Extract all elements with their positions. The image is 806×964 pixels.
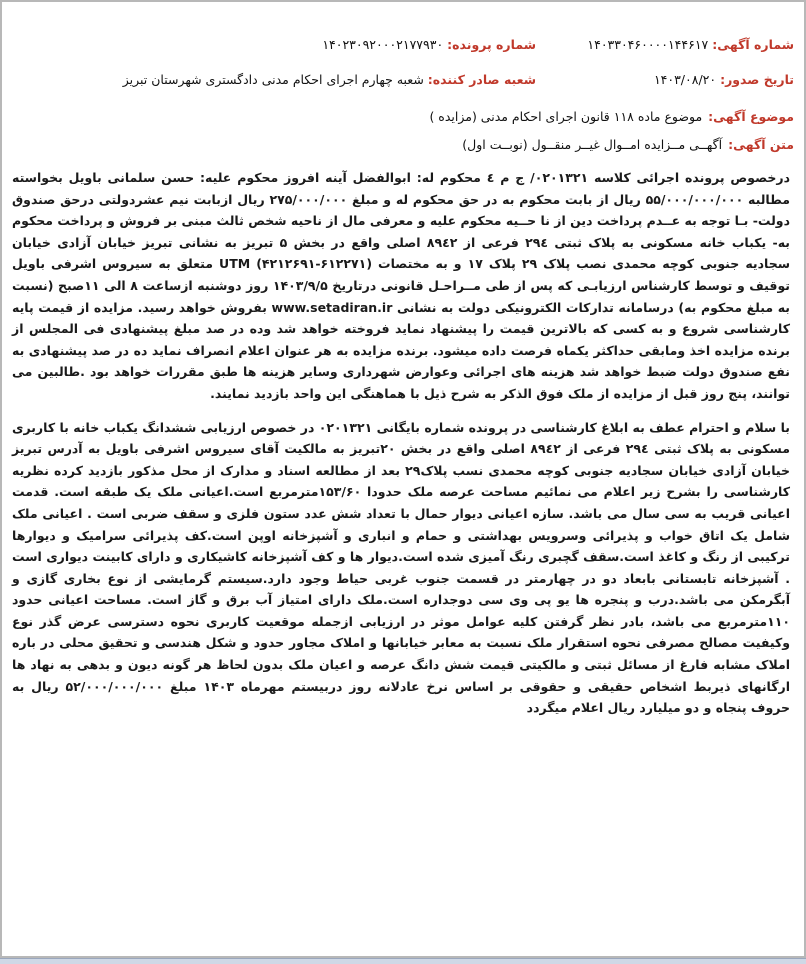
notice-number-field — [556, 37, 794, 52]
notice-number-value: ۱۴۰۳۳۰۴۶۰۰۰۰۱۴۴۶۱۷ — [587, 36, 709, 52]
issue-date-label: تاریخ صدور: — [720, 71, 794, 87]
issuer-value: شعبه چهارم اجرای احکام مدنی دادگستری شهرستان تبریز — [122, 71, 424, 87]
header-row-1 — [8, 32, 794, 56]
subject-row — [8, 105, 794, 127]
issue-date-field — [556, 72, 794, 87]
appraisal-paragraph: با سلام و احترام عطف به ابلاغ کارشناسی در پرونده شماره بایگانی ۰۲۰۱۳۲۱ در خصوص ارزیابی ششدانگ یکباب خانه با کاربری مسکونی به پلاک ثبتی ۲۹٤ فرعی از ۸۹٤۲ اصلی واقع در بخش ۲۰تبریز به مالکیت آقای سیروس اشرفی باویل به آدرس تبریز خیابان آزادی خیابان سجادیه جنوبی کوچه محمدی نسب پلاک۲۹ بعد از مطالعه اسناد و مدارک از محل مذکور بازدید کرده نظریه کارشناسی را بشرح زیر اعلام می نمائیم مساحت عرصه ملک حدودا ۱۵۳/۶۰مترمربع است.اعیانی ملک یک طبقه است. قدمت اعیانی قریب به سی سال می باشد. سازه اعیانی دیوار حمال با تعداد شش عدد ستون فلزی و سقف ضربی است . اعیانی ملک شامل یک اتاق خواب و پذیرائی وسرویس بهداشتی و حمام و انباری و آشپزخانه اوپن است.کف پذیرائی سرامیک و دیوارها ترکیبی از رنگ و کاغذ است.سقف گچبری رنگ آمیزی شده است.دیوار ها و کف آشپزخانه کاشیکاری و دارای کابینت دیواری است . آشپزخانه تابستانی بابعاد دو در چهارمتر در قسمت جنوب غربی حیاط وجود دارد.سیستم گرمایشی از نوع بخاری گازی و آبگرمکن می باشد.درب و پنجره ها یو پی وی سی دوجداره است.ملک دارای امتیاز آب برق و گاز است. مساحت اعیانی حدود ۱۱۰مترمربع می باشد، بادر نظر گرفتن کلیه عوامل موثر در ارزیابی ازجمله موقعیت کاربری نحوه دسترسی عرض گذر نوع وکیفیت مصالح مصرفی نحوه استقرار ملک نسبت به معابر خیابانها و املاک مجاور حدود و شکل هندسی و تحقیق محلی در باره املاک مشابه فارغ از مسائل ثبتی و مالکیتی قیمت شش دانگ عرصه و اعیان ملک بدون لحاظ هر گونه دیون و بدهی به نهاد ها ارگانهای ذیربط اشخاص حقیقی و حقوقی بر اساس نرخ عادلانه روز دربیستم مهرماه ۱۴۰۳ مبلغ ۵۲/۰۰۰/۰۰۰/۰۰۰ ریال به حروف پنجاه و دو میلیارد ریال اعلام میگردد — [12, 419, 791, 716]
notice-title-value: آگهــی مــزایده امــوال غیــر منقــول (نوبــت اول) — [462, 136, 723, 152]
header-row-2 — [8, 67, 794, 91]
issuer-field — [8, 72, 556, 87]
notice-number-label: شماره آگهی: — [712, 36, 794, 52]
issue-date-value: ۱۴۰۳/۰۸/۲۰ — [653, 71, 717, 87]
issuer-label: شعبه صادر کننده: — [427, 71, 536, 87]
case-number-value: ۱۴۰۲۳۰۹۲۰۰۰۲۱۷۷۹۳۰ — [322, 36, 444, 52]
auction-paragraph: درخصوص پرونده اجرائی کلاسه ۰۲۰۱۳۲۱/ ج م ٤ محکوم له: ابوالفضل آینه افروز محکوم علیه: حسن سلمانی باویل بخواسته مطالبه ۵۵/۰۰۰/۰۰۰/۰۰۰ ریال از بابت محکوم به در حق محکوم له و مبلغ ۲۷۵/۰۰۰/۰۰۰ ریال ازبابت نیم عشردولتی درحق صندوق دولت- بـا توجه به عــدم پرداخت دین از نا حــیه محکوم علیه و معرفی مال از ناحیه شخص ثالث مبنی بر فروش و پرداخت محکوم به- یکباب خانه مسکونی به پلاک ثبتی ۲۹٤ فرعی از ۸۹٤۲ اصلی واقع در بخش ۵ تبریز به نشانی تبریز خیابان آزادی خیابان سجادیه جنوبی کوچه محمدی نصب پلاک ۲۹ پلاک ۱۷ و به مختصات (۶۱۲۲۷۱-۴۲۱۲۶۹۱) UTM متعلق به سیروس اشرفی باویل توقیف و توسط کارشناس ارزیابـی که پس از طی مــراحـل قانونی درتاریخ ۱۴۰۳/۹/۵ روز دوشنبه ازساعت ۸ الی ۱۱صبح (نسبت به مبلغ محکوم به) درسامانه تدارکات الکترونیکی دولت به نشانی www.setadiran.ir بفروش خواهد رسید. مزایده از قیمت پایه کارشناسی شروع و به کسی که بالاترین قیمت را پیشنهاد نماید فروخته خواهد شد وده در صد مبلغ پیشنهادی فی المجلس از برنده مزایده اخذ ومابقی حداکثر یکماه فرصت داده میشود. برنده مزایده به هر عنوان اعلام انصراف نماید ده در صد پیشنهادی به نفع صندوق دولت ضبط خواهد شد هزینه های اجرائی وعوارض شهرداری وسایر هزینه ها طبق مقررات خواهد بود .طالبین می توانند، پنج روز قبل از مزایده از ملک فوق الذکر به شرح ذیل با هماهنگی این واحد بازدید نمایند. — [12, 170, 791, 401]
bottom-edge — [0, 958, 806, 964]
subject-label: موضوع آگهی: — [708, 108, 794, 124]
subject-value: موضوع ماده ۱۱۸ قانون اجرای احکام مدنی (مزایده ) — [429, 108, 703, 124]
notice-title-label: متن آگهی: — [728, 136, 794, 152]
case-number-label: شماره پرونده: — [447, 36, 536, 52]
notice-title-row — [8, 133, 794, 155]
case-number-field — [8, 37, 556, 52]
